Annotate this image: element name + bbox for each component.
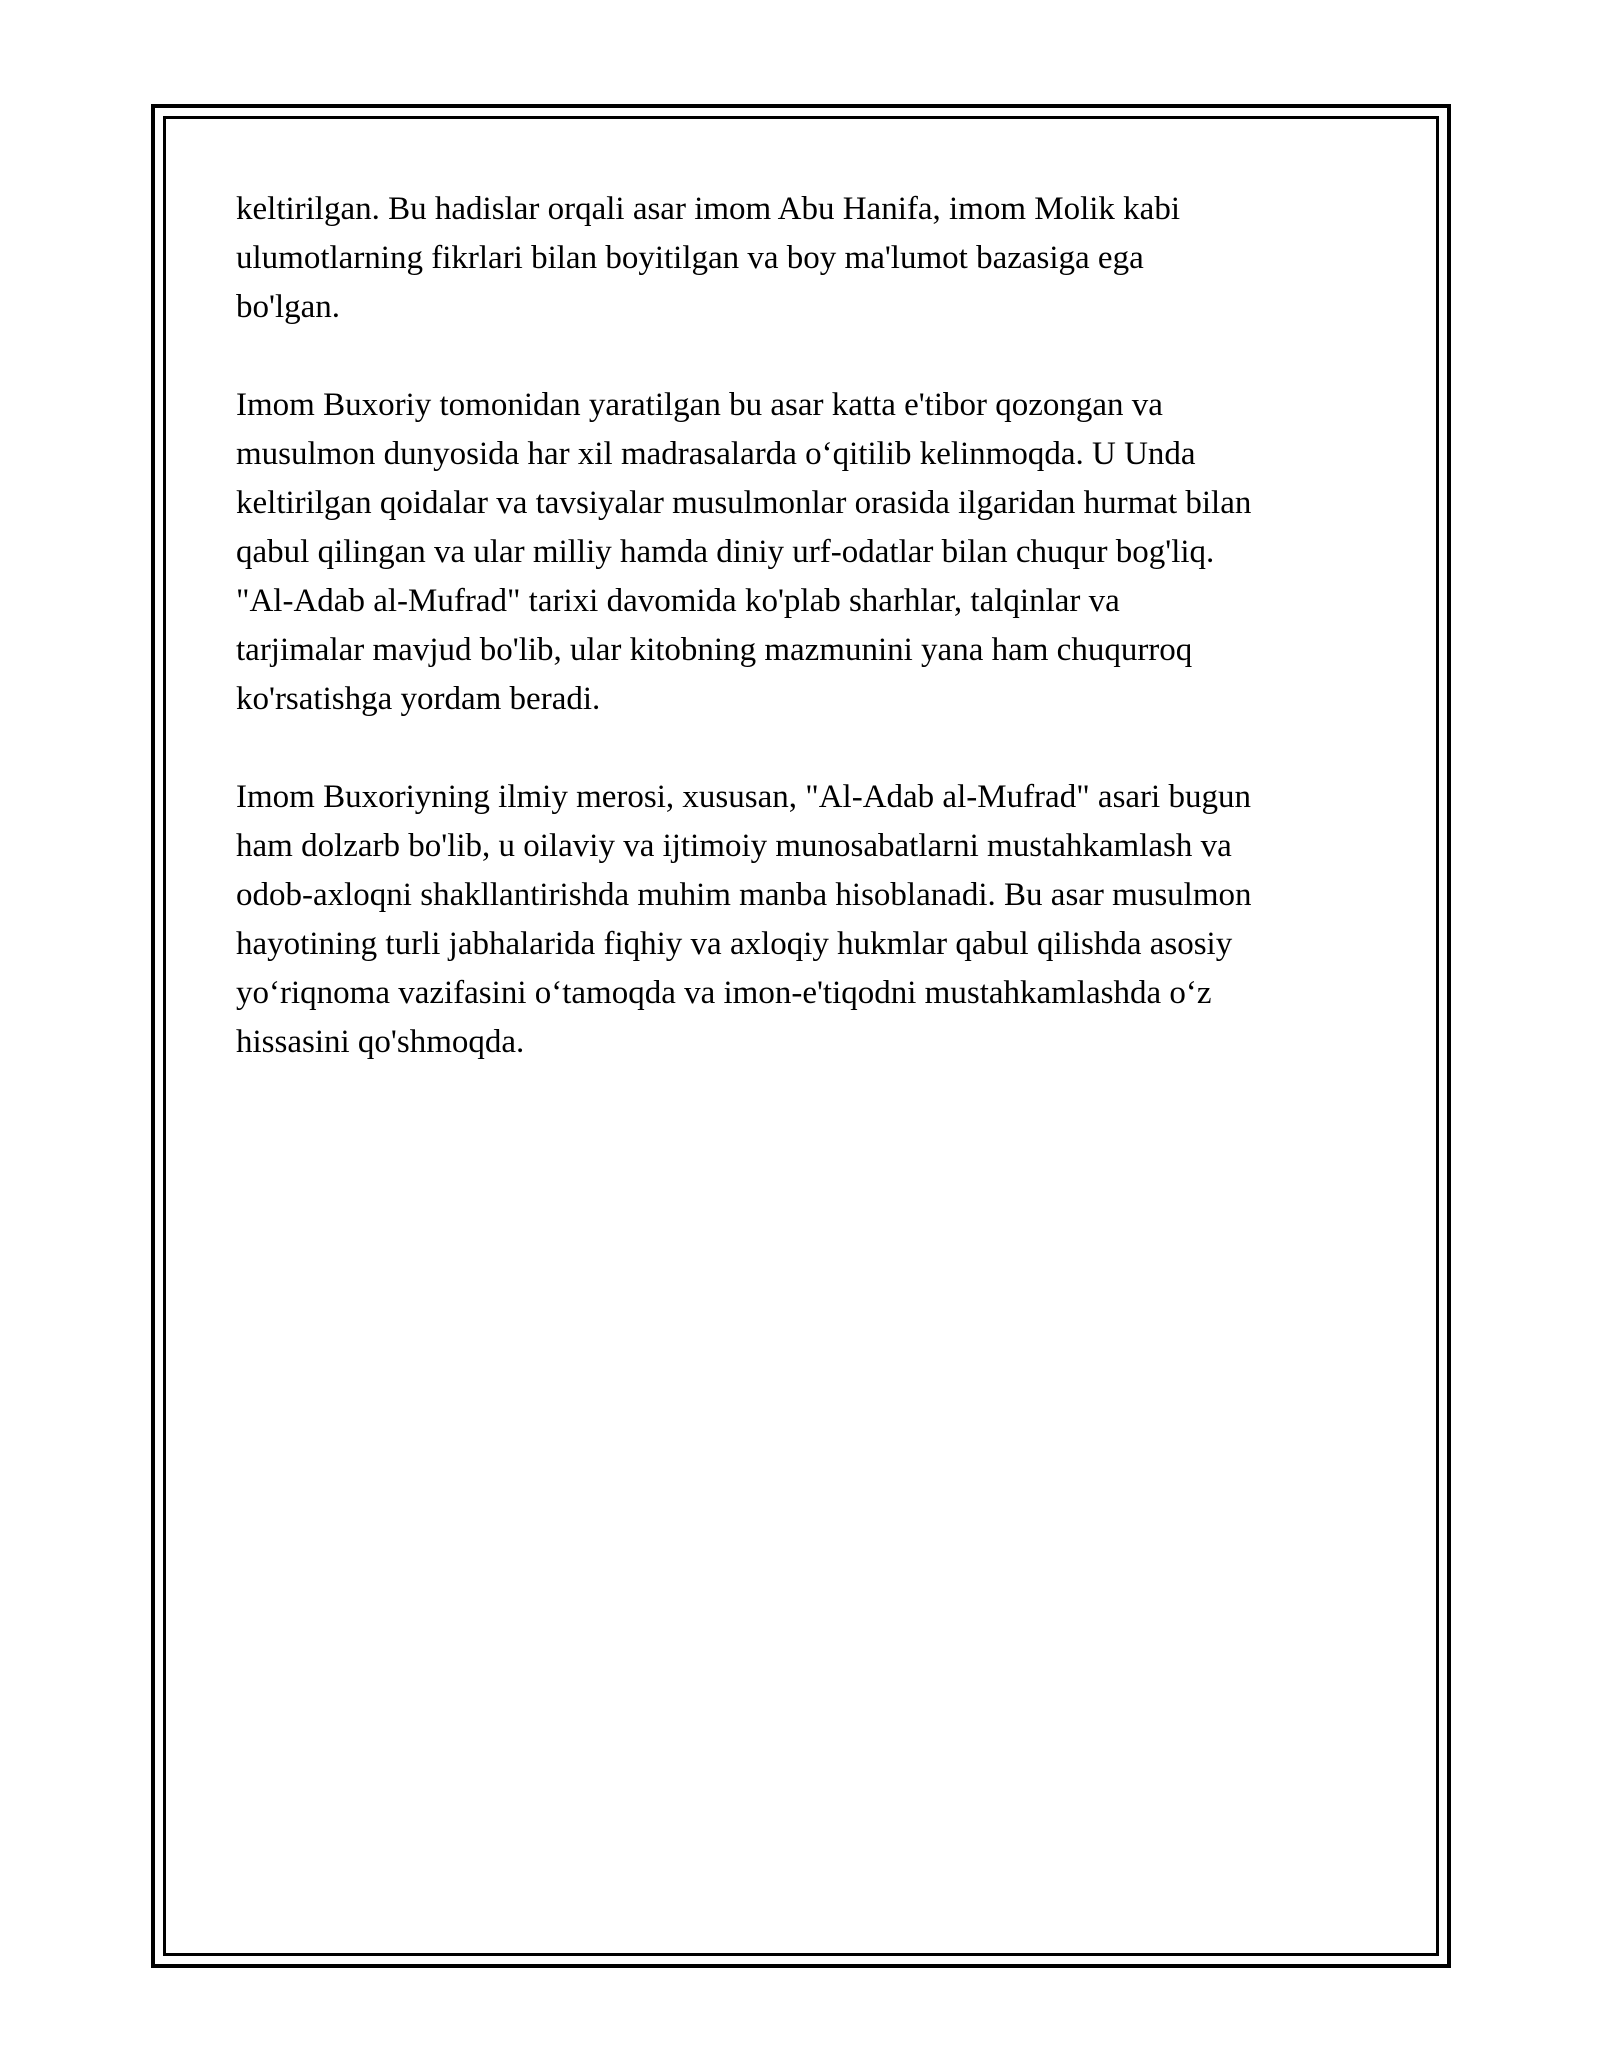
- paragraph-1: [236, 185, 1376, 332]
- text-line: tarjimalar mavjud bo'lib, ular kitobning mazmunini yana ham chuqurroq: [236, 632, 1193, 668]
- text-line: keltirilgan qoidalar va tavsiyalar musulmonlar orasida ilgaridan hurmat bilan: [236, 485, 1252, 521]
- text-line: hayotining turli jabhalarida fiqhiy va axloqiy hukmlar qabul qilishda asosiy: [236, 926, 1233, 962]
- text-line: keltirilgan. Bu hadislar orqali asar imom Abu Hanifa, imom Molik kabi: [236, 191, 1180, 227]
- text-line: ham dolzarb bo'lib, u oilaviy va ijtimoiy munosabatlarni mustahkamlash va: [236, 828, 1232, 864]
- text-line: yo‘riqnoma vazifasini o‘tamoqda va imon-e'tiqodni mustahkamlashda o‘z: [236, 975, 1212, 1011]
- text-line: ulumotlarning fikrlari bilan boyitilgan va boy ma'lumot bazasiga ega: [236, 240, 1144, 276]
- text-line: odob-axloqni shakllantirishda muhim manba hisoblanadi. Bu asar musulmon: [236, 877, 1252, 913]
- text-line: Imom Buxoriyning ilmiy merosi, xususan, "Al-Adab al-Mufrad" asari bugun: [236, 779, 1251, 815]
- text-line: ko'rsatishga yordam beradi.: [236, 681, 601, 717]
- paragraph-3: [236, 773, 1376, 1067]
- text-line: qabul qilingan va ular milliy hamda diniy urf-odatlar bilan chuqur bog'liq.: [236, 534, 1215, 570]
- text-line: hissasini qo'shmoqda.: [236, 1024, 525, 1060]
- text-line: Imom Buxoriy tomonidan yaratilgan bu asar katta e'tibor qozongan va: [236, 387, 1163, 423]
- text-line: musulmon dunyosida har xil madrasalarda o‘qitilib kelinmoqda. U Unda: [236, 436, 1196, 472]
- text-line: "Al-Adab al-Mufrad" tarixi davomida ko'plab sharhlar, talqinlar va: [236, 583, 1120, 619]
- paragraph-2: [236, 381, 1376, 724]
- text-line: bo'lgan.: [236, 289, 341, 325]
- document-body: [236, 185, 1376, 1116]
